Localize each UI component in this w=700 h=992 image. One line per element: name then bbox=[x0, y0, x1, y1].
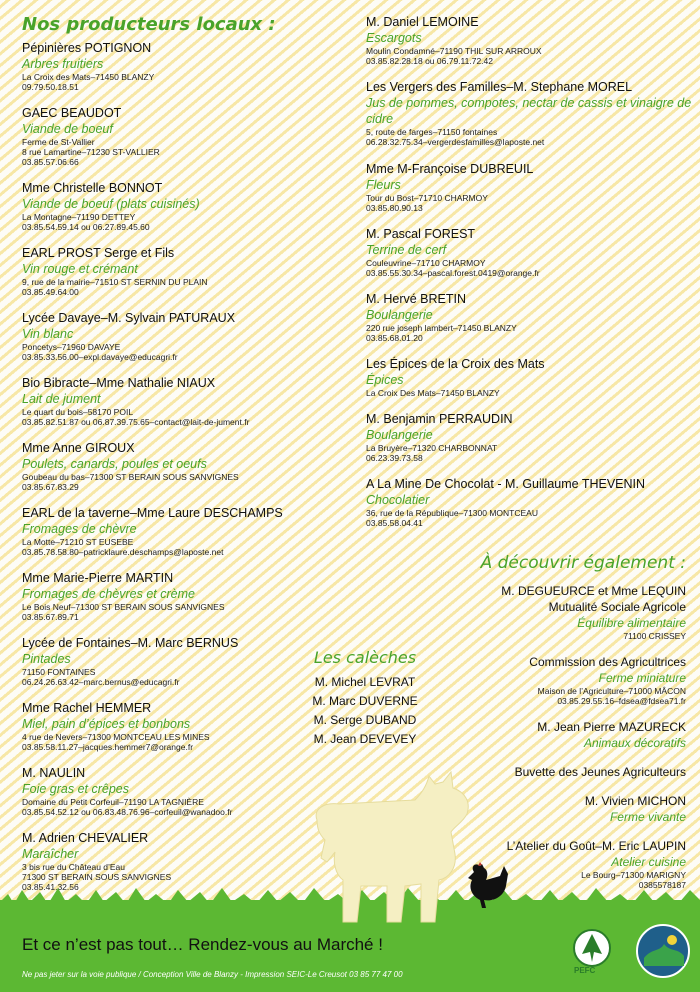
decouvrir-info: 71100 CRISSEY bbox=[623, 631, 686, 641]
producer-entry bbox=[366, 476, 692, 528]
producer-product: Miel, pain d’épices et bonbons bbox=[22, 717, 191, 731]
producer-name: Mme M-Françoise DUBREUIL bbox=[366, 162, 534, 176]
producer-entry bbox=[22, 375, 352, 427]
decouvrir-product: Atelier cuisine bbox=[611, 855, 686, 869]
producer-product: Foie gras et crêpes bbox=[22, 782, 129, 796]
producer-info: Moulin Condamné–71190 THIL SUR ARROUX 03.85.82.28.18 ou 06.79.11.72.42 bbox=[366, 46, 542, 66]
producer-entry bbox=[366, 79, 692, 147]
decouvrir-name: L’Atelier du Goût–M. Eric LAUPIN bbox=[506, 839, 686, 853]
producer-name: EARL de la taverne–Mme Laure DESCHAMPS bbox=[22, 506, 283, 520]
decouvrir-entry bbox=[386, 583, 686, 641]
producer-entry bbox=[22, 40, 352, 92]
footer-credits: Ne pas jeter sur la voie publique / Conception Ville de Blanzy - Impression SEIC-Le Creusot 03 85 77 47 00 bbox=[22, 970, 403, 979]
producer-entry bbox=[22, 765, 352, 817]
decouvrir-product: Ferme vivante bbox=[609, 810, 686, 824]
producer-entry bbox=[22, 505, 352, 557]
producer-product: Vin rouge et crémant bbox=[22, 262, 138, 276]
producer-info: Le Bois Neuf–71300 ST BERAIN SOUS SANVIGNES 03.85.67.89.71 bbox=[22, 602, 225, 622]
producer-info: Le quart du bois–58170 POIL 03.85.82.51.87 ou 06.87.39.75.65–contact@lait-de-jument.fr bbox=[22, 407, 250, 427]
producer-name: Bio Bibracte–Mme Nathalie NIAUX bbox=[22, 376, 216, 390]
producer-entry bbox=[366, 161, 692, 213]
producer-entry bbox=[22, 310, 352, 362]
producer-name: Mme Rachel HEMMER bbox=[22, 701, 152, 715]
producer-info: 9, rue de la mairie–71510 ST SERNIN DU PLAIN 03.85.49.64.00 bbox=[22, 277, 208, 297]
decouvrir-info: Le Bourg–71300 MARIGNY 0385578187 bbox=[581, 870, 686, 890]
producer-product: Fromages de chèvre bbox=[22, 522, 137, 536]
caleches-title: Les calèches bbox=[313, 648, 417, 667]
producer-info: La Bruyère–71320 CHARBONNAT 06.23.39.73.58 bbox=[366, 443, 498, 463]
producer-info: Couleuvrine–71710 CHARMOY 03.85.55.30.34–pascal.forest.0419@orange.fr bbox=[366, 258, 540, 278]
producer-product: Poulets, canards, poules et oeufs bbox=[22, 457, 207, 471]
producer-name: M. Hervé BRETIN bbox=[366, 292, 467, 306]
producer-entry bbox=[366, 291, 692, 343]
producer-product: Épices bbox=[366, 373, 404, 387]
decouvrir-product: Ferme miniature bbox=[598, 671, 686, 685]
producer-name: Pépinières POTIGNON bbox=[22, 41, 152, 55]
producer-entry bbox=[366, 14, 692, 66]
producer-info: 4 rue de Nevers–71300 MONTCEAU LES MINES 03.85.58.11.27–jacques.hemmer7@orange.fr bbox=[22, 732, 210, 752]
producer-name: M. NAULIN bbox=[22, 766, 86, 780]
producer-info: 220 rue joseph lambert–71450 BLANZY 03.85.68.01.20 bbox=[366, 323, 517, 343]
producer-entry bbox=[22, 570, 352, 622]
caleche-person: M. Michel LEVRAT bbox=[314, 675, 416, 689]
producer-entry bbox=[22, 180, 352, 232]
producer-name: Les Épices de la Croix des Mats bbox=[366, 357, 545, 371]
decouvrir-name: M. DEGUEURCE et Mme LEQUIN Mutualité Sociale Agricole bbox=[501, 584, 686, 614]
producer-product: Terrine de cerf bbox=[366, 243, 447, 257]
producer-product: Fleurs bbox=[366, 178, 401, 192]
hen-icon bbox=[460, 860, 512, 910]
producer-name: M. Benjamin PERRAUDIN bbox=[366, 412, 513, 426]
producer-entry bbox=[366, 411, 692, 463]
producer-info: Domaine du Petit Corfeuil–71190 LA TAGNIÈRE 03.85.54.52.12 ou 06.83.48.76.96–corfeuil@wanadoo.fr bbox=[22, 797, 233, 817]
producer-name: Lycée Davaye–M. Sylvain PATURAUX bbox=[22, 311, 236, 325]
producer-info: La Croix Des Mats–71450 BLANZY bbox=[366, 388, 500, 398]
decouvrir-info: Maison de l’Agriculture–71000 MÂCON 03.85.29.55.16–fdsea@fdsea71.fr bbox=[537, 686, 686, 706]
producer-product: Chocolatier bbox=[366, 493, 430, 507]
decouvrir-entry bbox=[386, 654, 686, 706]
producer-name: Mme Anne GIROUX bbox=[22, 441, 135, 455]
producer-info: 5, route de farges–71150 fontaines 06.28.32.75.34–vergerdesfamilles@laposte.net bbox=[366, 127, 545, 147]
producer-info: 3 bis rue du Château d’Eau 71300 ST BERAIN SOUS SANVIGNES 03.85.41.32.56 bbox=[22, 862, 172, 892]
producer-name: EARL PROST Serge et Fils bbox=[22, 246, 175, 260]
caleche-person: M. Marc DUVERNE bbox=[312, 694, 418, 708]
decouvrir-entry bbox=[386, 719, 686, 751]
producer-name: Mme Christelle BONNOT bbox=[22, 181, 163, 195]
producer-product: Jus de pommes, compotes, nectar de cassis et vinaigre de cidre bbox=[366, 96, 692, 126]
producer-info: La Motte–71210 ST EUSEBE 03.85.78.58.80–patricklaure.deschamps@laposte.net bbox=[22, 537, 224, 557]
producer-info: La Croix des Mats–71450 BLANZY 09.79.50.18.51 bbox=[22, 72, 155, 92]
decouvrir-name: Commission des Agricultrices bbox=[529, 655, 686, 669]
decouvrir-name: M. Jean Pierre MAZURECK bbox=[537, 720, 686, 734]
producer-entry bbox=[22, 245, 352, 297]
producer-name: Mme Marie-Pierre MARTIN bbox=[22, 571, 174, 585]
producer-product: Fromages de chèvres et crème bbox=[22, 587, 195, 601]
decouvrir-product: Équilibre alimentaire bbox=[577, 616, 686, 630]
producer-name: M. Daniel LEMOINE bbox=[366, 15, 479, 29]
producer-name: M. Pascal FOREST bbox=[366, 227, 476, 241]
producers-title: Nos producteurs locaux : bbox=[22, 14, 276, 35]
producer-info: La Montagne–71190 DETTEY 03.85.54.59.14 ou 06.27.89.45.60 bbox=[22, 212, 150, 232]
producer-name: Les Vergers des Familles–M. Stephane MOREL bbox=[366, 80, 633, 94]
producer-product: Pintades bbox=[22, 652, 71, 666]
decouvrir-title: À découvrir également : bbox=[480, 553, 686, 573]
producer-product: Vin blanc bbox=[22, 327, 74, 341]
producer-product: Escargots bbox=[366, 31, 422, 45]
pefc-logo-text: PEFC bbox=[574, 966, 596, 975]
decouvrir-product: Animaux décoratifs bbox=[583, 736, 686, 750]
producer-entry bbox=[22, 105, 352, 167]
caleche-person: M. Serge DUBAND bbox=[313, 713, 417, 727]
producer-info: Poncetys–71960 DAVAYE 03.85.33.56.00–expl.davaye@educagri.fr bbox=[22, 342, 178, 362]
producer-product: Viande de boeuf bbox=[22, 122, 113, 136]
producer-product: Viande de boeuf (plats cuisinés) bbox=[22, 197, 200, 211]
producer-name: M. Adrien CHEVALIER bbox=[22, 831, 149, 845]
producer-name: Lycée de Fontaines–M. Marc BERNUS bbox=[22, 636, 239, 650]
town-logo-icon bbox=[634, 922, 692, 980]
producer-product: Boulangerie bbox=[366, 308, 433, 322]
producer-info: Ferme de St-Vallier 8 rue Lamartine–71230 ST-VALLIER 03.85.57.06.66 bbox=[22, 137, 160, 167]
producer-entry bbox=[366, 226, 692, 278]
producer-product: Arbres fruitiers bbox=[22, 57, 104, 71]
pefc-logo-icon bbox=[568, 928, 616, 984]
producer-name: GAEC BEAUDOT bbox=[22, 106, 122, 120]
producer-info: Goubeau du bas–71300 ST BERAIN SOUS SANVIGNES 03.85.67.83.29 bbox=[22, 472, 239, 492]
producer-info: Tour du Bost–71710 CHARMOY 03.85.80.90.13 bbox=[366, 193, 488, 213]
producer-entry bbox=[22, 440, 352, 492]
producer-info: 36, rue de la République–71300 MONTCEAU 03.85.58.04.41 bbox=[366, 508, 538, 528]
slogan: Et ce n’est pas tout… Rendez-vous au Marché ! bbox=[22, 935, 383, 954]
producer-product: Maraîcher bbox=[22, 847, 79, 861]
decouvrir-name: M. Vivien MICHON bbox=[584, 794, 686, 808]
caleche-person: M. Jean DEVEVEY bbox=[313, 732, 417, 746]
producer-info: 71150 FONTAINES 06.24.26.63.42–marc.bernus@educagri.fr bbox=[22, 667, 180, 687]
producer-product: Boulangerie bbox=[366, 428, 433, 442]
decouvrir-name: Buvette des Jeunes Agriculteurs bbox=[514, 765, 686, 779]
producer-product: Lait de jument bbox=[22, 392, 101, 406]
producer-entry bbox=[366, 356, 692, 398]
cow-icon bbox=[305, 762, 485, 930]
producer-name: A La Mine De Chocolat - M. Guillaume THEVENIN bbox=[366, 477, 646, 491]
